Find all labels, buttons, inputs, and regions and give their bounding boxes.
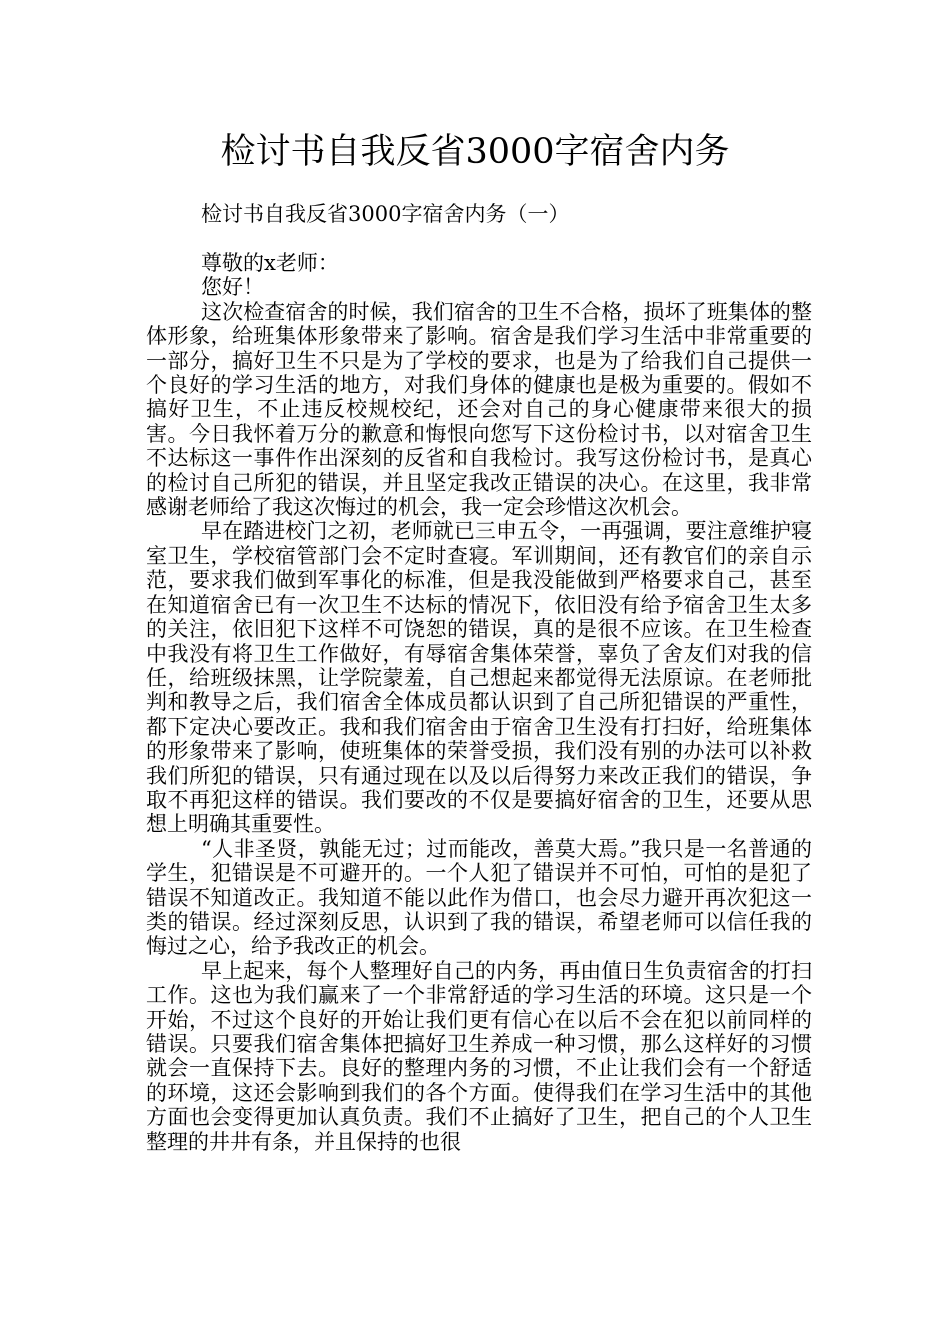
greeting: 您好！ bbox=[201, 275, 264, 300]
paragraph-4: 早上起来，每个人整理好自己的内务，再由值日生负责宿舍的打扫工作。这也为我们赢来了一个非常舒适的学习生活的环境。这只是一个开始，不过这个良好的开始让我们更有信心在以后不会在犯以前同样的错误。只要我们宿舍集体把搞好卫生养成一种习惯，那么这样好的习惯就会一直保持下去。良好的整理内务的习惯，不止让我们会有一个舒适的环境，这还会影响到我们的各个方面。使得我们在学习生活中的其他方面也会变得更加认真负责。我们不止搞好了卫生，把自己的个人卫生整理的井井有条，并且保持的也很 bbox=[146, 958, 812, 1154]
paragraph-1: 这次检查宿舍的时候，我们宿舍的卫生不合格，损坏了班集体的整体形象，给班集体形象带来了影响。宿舍是我们学习生活中非常重要的一部分，搞好卫生不只是为了学校的要求，也是为了给我们自己提供一个良好的学习生活的地方，对我们身体的健康也是极为重要的。假如不搞好卫生，不止违反校规校纪，还会对自己的身心健康带来很大的损害。今日我怀着万分的歉意和悔恨向您写下这份检讨书，以对宿舍卫生不达标这一事件作出深刻的反省和自我检讨。我写这份检讨书，是真心的检讨自己所犯的错误，并且坚定我改正错误的决心。在这里，我非常感谢老师给了我这次悔过的机会，我一定会珍惜这次机会。 bbox=[146, 299, 812, 520]
section-heading: 检讨书自我反省3000字宿舍内务（一） bbox=[201, 202, 570, 226]
paragraph-3: “人非圣贤，孰能无过；过而能改，善莫大焉。”我只是一名普通的学生，犯错误是不可避开的。一个人犯了错误并不可怕，可怕的是犯了错误不知道改正。我知道不能以此作为借口，也会尽力避开再次犯这一类的错误。经过深刻反思，认识到了我的错误，希望老师可以信任我的悔过之心，给予我改正的机会。 bbox=[146, 836, 812, 959]
paragraph-2: 早在踏进校门之初，老师就已三申五令，一再强调，要注意维护寝室卫生，学校宿管部门会不定时查寝。军训期间，还有教官们的亲自示范，要求我们做到军事化的标准，但是我没能做到严格要求自己，甚至在知道宿舍已有一次卫生不达标的情况下，依旧没有给予宿舍卫生太多的关注，依旧犯下这样不可饶恕的错误，真的是很不应该。在卫生检查中我没有将卫生工作做好，有辱宿舍集体荣誉，辜负了舍友们对我的信任，给班级抹黑，让学院蒙羞，自己想起来都觉得无法原谅。在老师批判和教导之后，我们宿舍全体成员都认识到了自己所犯错误的严重性，都下定决心要改正。我和我们宿舍由于宿舍卫生没有打扫好，给班集体的形象带来了影响，使班集体的荣誉受损，我们没有别的办法可以补救我们所犯的错误，只有通过现在以及以后得努力来改正我们的错误，争取不再犯这样的错误。我们要改的不仅是要搞好宿舍的卫生，还要从思想上明确其重要性。 bbox=[146, 519, 812, 837]
document-title: 检讨书自我反省3000字宿舍内务 bbox=[220, 132, 730, 172]
letter-body bbox=[146, 251, 812, 1154]
salutation: 尊敬的x老师： bbox=[201, 251, 339, 275]
